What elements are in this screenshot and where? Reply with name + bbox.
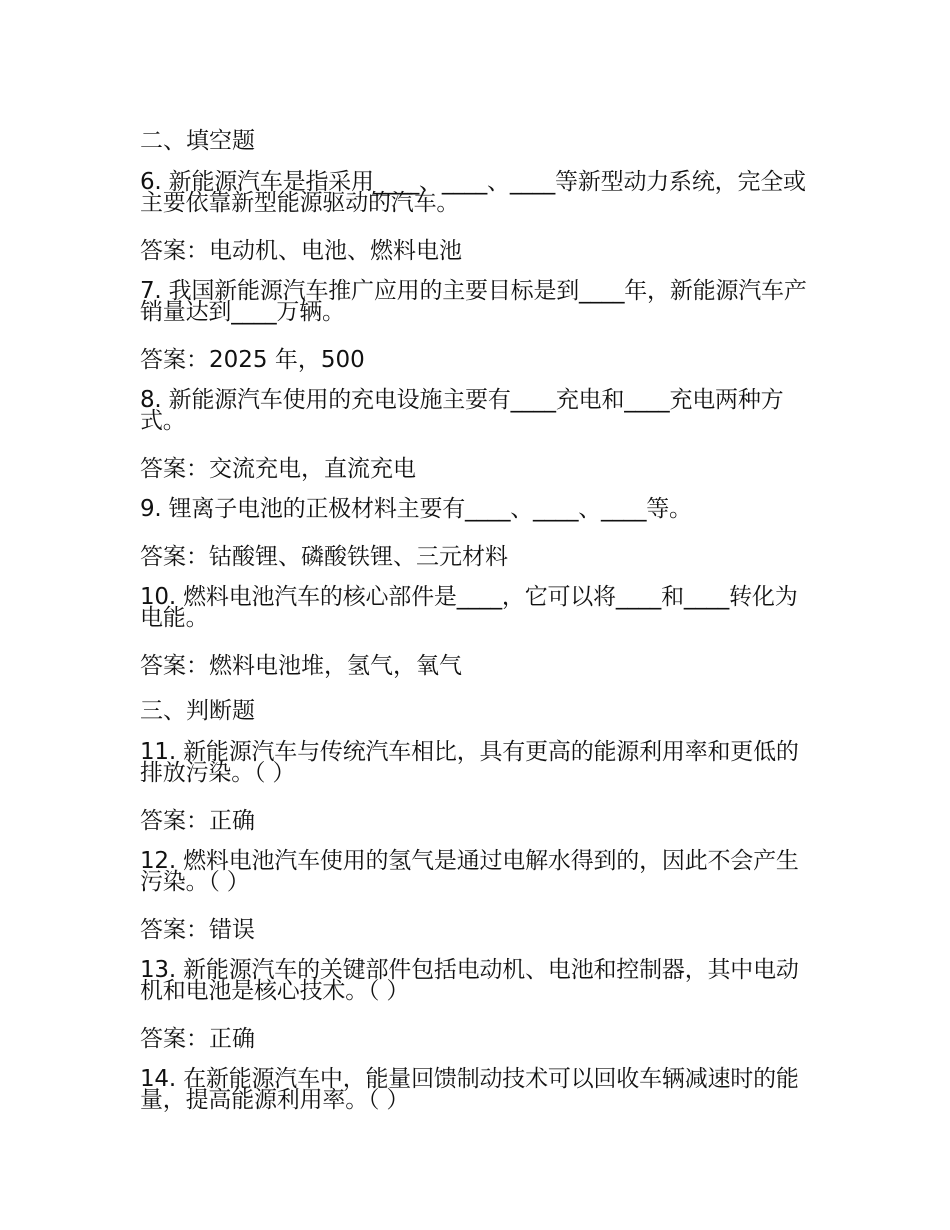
question-9: 9. 锂离子电池的正极材料主要有____、____、____等。	[140, 496, 692, 522]
answer-6: 答案：电动机、电池、燃料电池	[140, 238, 462, 264]
answer-12: 答案：错误	[140, 917, 255, 943]
question-13: 13. 新能源汽车的关键部件包括电动机、电池和控制器，其中电动机和电池是核心技术。（ ）	[140, 957, 799, 1004]
answer-11: 答案：正确	[140, 808, 255, 834]
section-heading-true-false: 三、判断题	[140, 698, 255, 724]
answer-8: 答案：交流充电，直流充电	[140, 456, 416, 482]
question-11: 11. 新能源汽车与传统汽车相比，具有更高的能源利用率和更低的排放污染。（ ）	[140, 739, 799, 786]
question-8: 8. 新能源汽车使用的充电设施主要有____充电和____充电两种方式。	[140, 387, 784, 434]
question-7: 7. 我国新能源汽车推广应用的主要目标是到____年，新能源汽车产销量达到____万辆。	[140, 278, 807, 325]
section-heading-fill-in: 二、填空题	[140, 128, 255, 154]
answer-10: 答案：燃料电池堆，氢气，氧气	[140, 653, 462, 679]
question-12: 12. 燃料电池汽车使用的氢气是通过电解水得到的，因此不会产生污染。（ ）	[140, 848, 799, 895]
question-10: 10. 燃料电池汽车的核心部件是____，它可以将____和____转化为电能。	[140, 584, 798, 631]
answer-7: 答案：2025 年，500	[140, 347, 365, 373]
question-14: 14. 在新能源汽车中，能量回馈制动技术可以回收车辆减速时的能量，提高能源利用率。（ ）	[140, 1066, 799, 1113]
answer-9: 答案：钴酸锂、磷酸铁锂、三元材料	[140, 544, 508, 570]
question-6: 6. 新能源汽车是指采用____、____、____等新型动力系统，完全或主要依靠新型能源驱动的汽车。	[140, 169, 806, 216]
answer-13: 答案：正确	[140, 1026, 255, 1052]
